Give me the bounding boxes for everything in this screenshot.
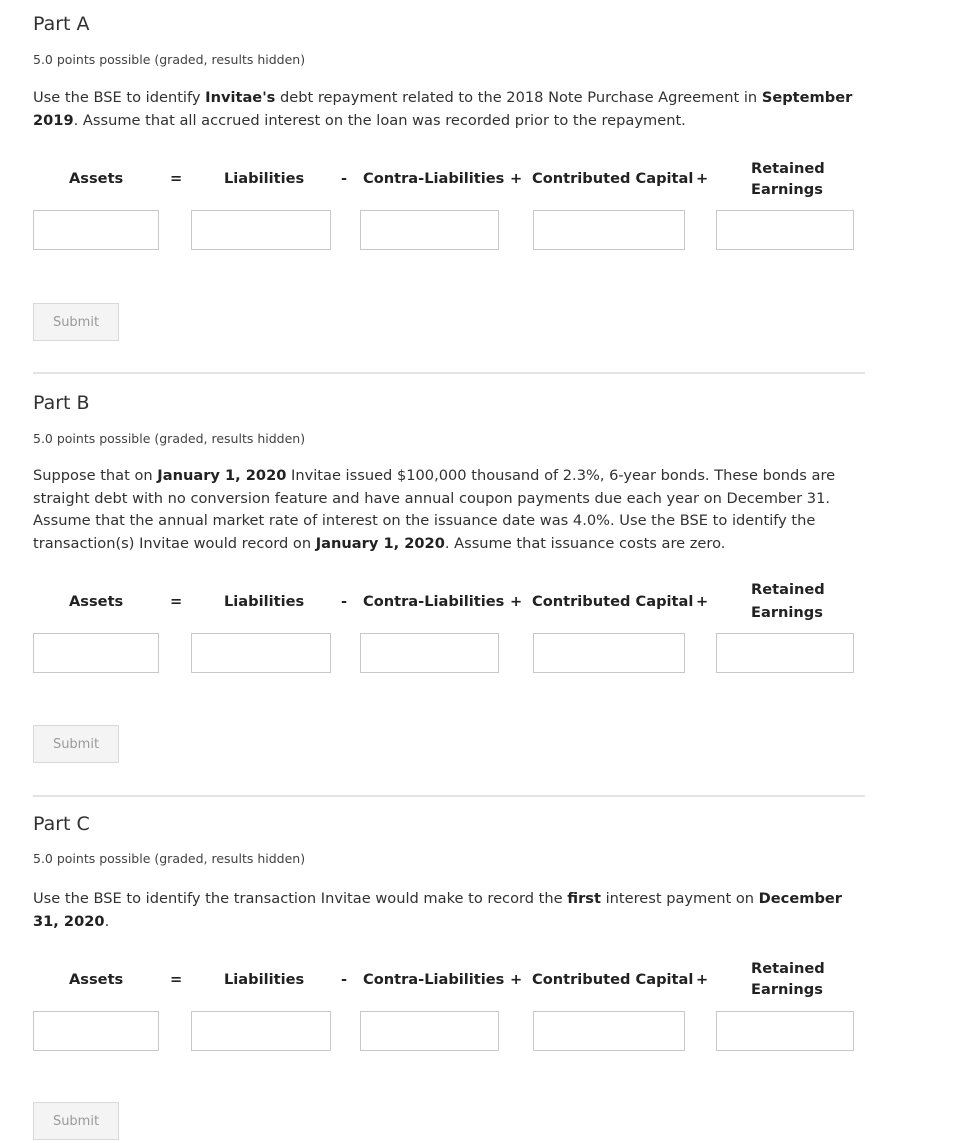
question-text: debt repayment related to the 2018 Note Purchase Agreement in xyxy=(275,89,762,106)
assets-input[interactable] xyxy=(33,633,159,673)
part-b-question xyxy=(33,465,865,555)
bse-header xyxy=(33,958,865,1002)
retained-earnings-input[interactable] xyxy=(716,1011,854,1051)
question-text: Use the BSE to identify xyxy=(33,89,206,106)
part-a xyxy=(33,12,865,362)
retained-earnings-label-line1: Retained xyxy=(751,960,825,977)
part-b xyxy=(33,391,865,771)
retained-earnings-label-line1: Retained xyxy=(751,160,825,177)
assets-label: Assets xyxy=(69,170,124,187)
retained-earnings-label-line2: Earnings xyxy=(751,181,823,198)
equals-sign: = xyxy=(170,971,183,988)
plus-sign: + xyxy=(696,971,709,988)
liabilities-label: Liabilities xyxy=(224,170,305,187)
contra-liabilities-label: Contra-Liabilities xyxy=(363,170,505,187)
contra-liabilities-label: Contra-Liabilities xyxy=(363,971,505,988)
question-emphasis: January 1, 2020 xyxy=(315,534,445,552)
question-emphasis: December 31, 2020 xyxy=(33,890,842,930)
question-emphasis: first xyxy=(567,890,601,907)
minus-sign: - xyxy=(341,170,348,187)
plus-sign: + xyxy=(510,170,523,187)
plus-sign: + xyxy=(696,170,709,187)
plus-sign: + xyxy=(696,593,709,610)
question-emphasis: September 2019 xyxy=(33,89,853,129)
part-c xyxy=(33,812,865,1143)
liabilities-input[interactable] xyxy=(191,633,331,673)
contributed-capital-label: Contributed Capital xyxy=(532,170,694,187)
part-a-points: 5.0 points possible (graded, results hidden) xyxy=(33,52,306,67)
bse-header xyxy=(33,580,865,624)
question-text: . xyxy=(104,912,110,930)
assets-input[interactable] xyxy=(33,210,159,250)
submit-button[interactable]: Submit xyxy=(33,725,119,763)
contributed-capital-label: Contributed Capital xyxy=(532,971,694,988)
part-b-points: 5.0 points possible (graded, results hidden) xyxy=(33,431,306,446)
part-c-question xyxy=(33,888,865,933)
part-a-title: Part A xyxy=(33,13,90,35)
part-a-question xyxy=(33,87,865,132)
liabilities-input[interactable] xyxy=(191,210,331,250)
contra-liabilities-label: Contra-Liabilities xyxy=(363,593,505,610)
liabilities-input[interactable] xyxy=(191,1011,331,1051)
plus-sign: + xyxy=(510,593,523,610)
question-text: interest payment on xyxy=(600,890,759,907)
assets-input[interactable] xyxy=(33,1011,159,1051)
section-divider xyxy=(33,795,865,797)
equals-sign: = xyxy=(170,593,183,610)
contributed-capital-input[interactable] xyxy=(533,210,685,250)
submit-button[interactable]: Submit xyxy=(33,1102,119,1140)
contributed-capital-input[interactable] xyxy=(533,633,685,673)
minus-sign: - xyxy=(341,593,348,610)
bse-inputs xyxy=(33,1011,865,1051)
part-c-title: Part C xyxy=(33,813,90,835)
question-text: Suppose that on xyxy=(33,467,158,484)
question-text: . Assume that all accrued interest on the loan was recorded prior to the repayment. xyxy=(73,111,686,129)
bse-inputs xyxy=(33,633,865,673)
liabilities-label: Liabilities xyxy=(224,593,305,610)
plus-sign: + xyxy=(510,971,523,988)
contra-liabilities-input[interactable] xyxy=(360,210,499,250)
submit-button[interactable]: Submit xyxy=(33,303,119,341)
contra-liabilities-input[interactable] xyxy=(360,633,499,673)
equals-sign: = xyxy=(170,170,183,187)
minus-sign: - xyxy=(341,971,348,988)
liabilities-label: Liabilities xyxy=(224,971,305,988)
question-emphasis: Invitae's xyxy=(205,89,276,106)
question-text: Invitae issued $100,000 thousand of 2.3%, 6-year bonds. These bonds are straight debt with no conversion feature and have annual coupon payments due each year on December 31. Assume that the annual market rate of interest on the issuance date was 4.0%. Use the BSE to identify the transaction(s) Invitae would record on xyxy=(33,467,836,552)
retained-earnings-input[interactable] xyxy=(716,633,854,673)
contributed-capital-label: Contributed Capital xyxy=(532,593,694,610)
retained-earnings-input[interactable] xyxy=(716,210,854,250)
question-text: . Assume that issuance costs are zero. xyxy=(444,534,726,552)
part-c-points: 5.0 points possible (graded, results hidden) xyxy=(33,851,306,866)
bse-header xyxy=(33,157,865,201)
section-divider xyxy=(33,372,865,374)
assets-label: Assets xyxy=(69,971,124,988)
part-b-title: Part B xyxy=(33,392,90,414)
retained-earnings-label-line2: Earnings xyxy=(751,981,823,998)
retained-earnings-label-line2: Earnings xyxy=(751,604,823,621)
contributed-capital-input[interactable] xyxy=(533,1011,685,1051)
contra-liabilities-input[interactable] xyxy=(360,1011,499,1051)
bse-inputs xyxy=(33,210,865,250)
question-text: Use the BSE to identify the transaction Invitae would make to record the xyxy=(33,890,568,907)
retained-earnings-label-line1: Retained xyxy=(751,581,825,598)
assets-label: Assets xyxy=(69,593,124,610)
question-emphasis: January 1, 2020 xyxy=(157,467,287,484)
